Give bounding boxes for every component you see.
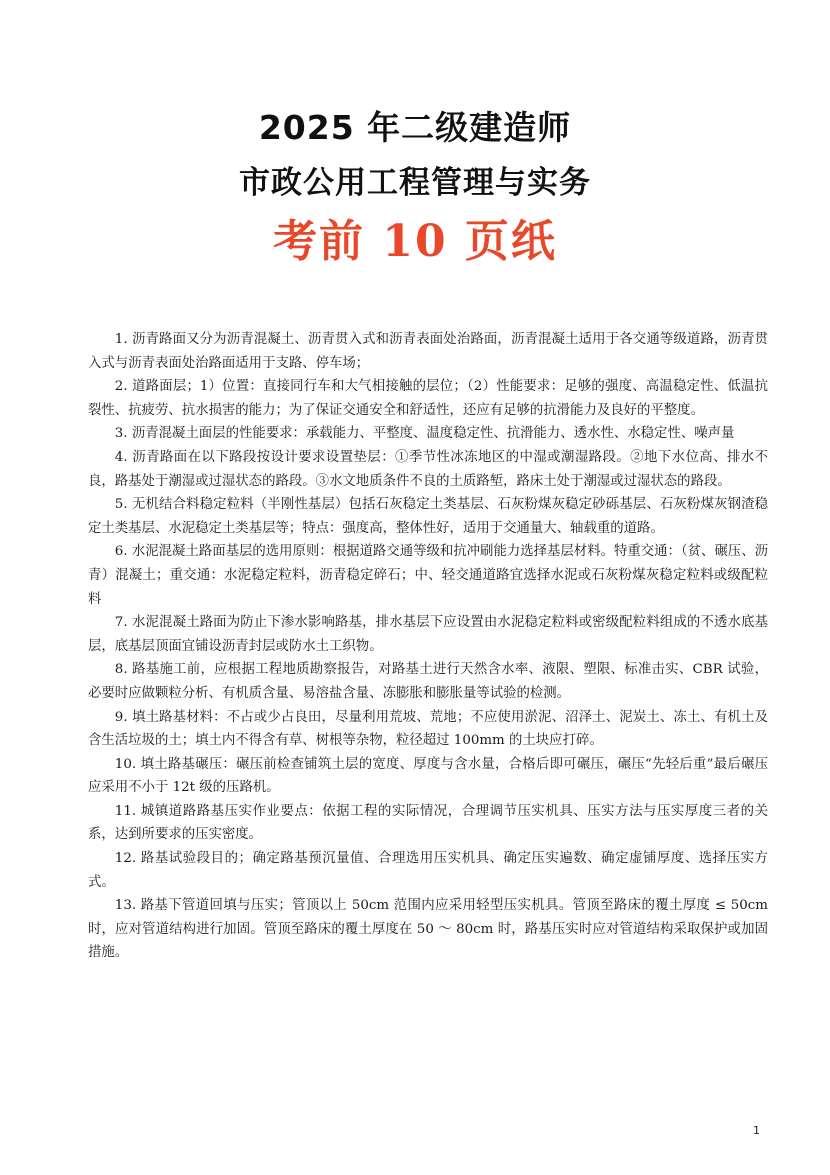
paragraph: 7. 水泥混凝土路面为防止下渗水影响路基，排水基层下应设置由水泥稳定粒料或密级配粒料组成的不透水底基层，底基层顶面宜铺设沥青封层或防水土工织物。 — [88, 615, 768, 654]
document-title-block — [0, 100, 830, 274]
paragraph: 3. 沥青混凝土面层的性能要求：承载能力、平整度、温度稳定性、抗滑能力、透水性、水稳定性、噪声量 — [114, 426, 735, 442]
paragraph: 8. 路基施工前，应根据工程地质勘察报告，对路基土进行天然含水率、液限、塑限、标准击实、CBR 试验，必要时应做颗粒分析、有机质含量、易溶盐含量、冻膨胀和膨胀量等试验的检测。 — [88, 662, 768, 701]
paragraph: 10. 填土路基碾压：碾压前检查铺筑土层的宽度、厚度与含水量，合格后即可碾压，碾压“先轻后重”最后碾压应采用不小于 12t 级的压路机。 — [88, 756, 768, 796]
exam-year-title: 2025 年二级建造师 — [258, 108, 572, 147]
paragraph: 11. 城镇道路路基压实作业要点：依据工程的实际情况，合理调节压实机具、压实方法与压实厚度三者的关系，达到所要求的压实密度。 — [88, 803, 768, 843]
document-subtitle: 考前 10 页纸 — [273, 216, 557, 267]
paragraph: 12. 路基试验段目的；确定路基预沉量值、合理选用压实机具、确定压实遍数、确定虚铺厚度、选择压实方式。 — [88, 851, 768, 890]
document-body — [88, 328, 768, 965]
paragraph: 9. 填土路基材料：不占或少占良田，尽量利用荒坡、荒地；不应使用淤泥、沼泽土、泥炭土、冻土、有机土及含生活垃圾的土；填土内不得含有草、树根等杂物，粒径超过 100mm 的土块应打碎。 — [88, 709, 768, 749]
paragraph: 4. 沥青路面在以下路段按设计要求设置垫层：①季节性冰冻地区的中湿或潮湿路段。②地下水位高、排水不良，路基处于潮湿或过湿状态的路段。③水文地质条件不良的土质路堑，路床土处于潮湿或过湿状态的路段。 — [88, 449, 768, 489]
subject-title: 市政公用工程管理与实务 — [239, 165, 591, 201]
paragraph: 5. 无机结合料稳定粒料（半刚性基层）包括石灰稳定土类基层、石灰粉煤灰稳定砂砾基层、石灰粉煤灰钢渣稳定土类基层、水泥稳定土类基层等；特点：强度高，整体性好，适用于交通量大、轴载重的道路。 — [88, 497, 768, 536]
paragraph: 6. 水泥混凝土路面基层的选用原则：根据道路交通等级和抗冲刷能力选择基层材料。特重交通：（贫、碾压、沥青）混凝土；重交通：水泥稳定粒料，沥青稳定碎石；中、轻交通道路宜选择水泥或石灰粉煤灰稳定粒料或级配粒料 — [88, 544, 768, 607]
paragraph: 1. 沥青路面又分为沥青混凝土、沥青贯入式和沥青表面处治路面，沥青混凝土适用于各交通等级道路，沥青贯入式与沥青表面处治路面适用于支路、停车场； — [88, 332, 768, 371]
paragraph: 2. 道路面层；1）位置：直接同行车和大气相接触的层位；（2）性能要求：足够的强度、高温稳定性、低温抗裂性、抗疲劳、抗水损害的能力；为了保证交通安全和舒适性，还应有足够的抗滑能力及良好的平整度。 — [88, 379, 768, 418]
paragraph: 13. 路基下管道回填与压实；管顶以上 50cm 范围内应采用轻型压实机具。管顶至路床的覆土厚度 ≤ 50cm 时，应对管道结构进行加固。管顶至路床的覆土厚度在 50 ～ 80cm 时，路基压实时应对管道结构采取保护或加固措施。 — [88, 898, 768, 961]
page-number: 1 — [753, 1124, 760, 1137]
